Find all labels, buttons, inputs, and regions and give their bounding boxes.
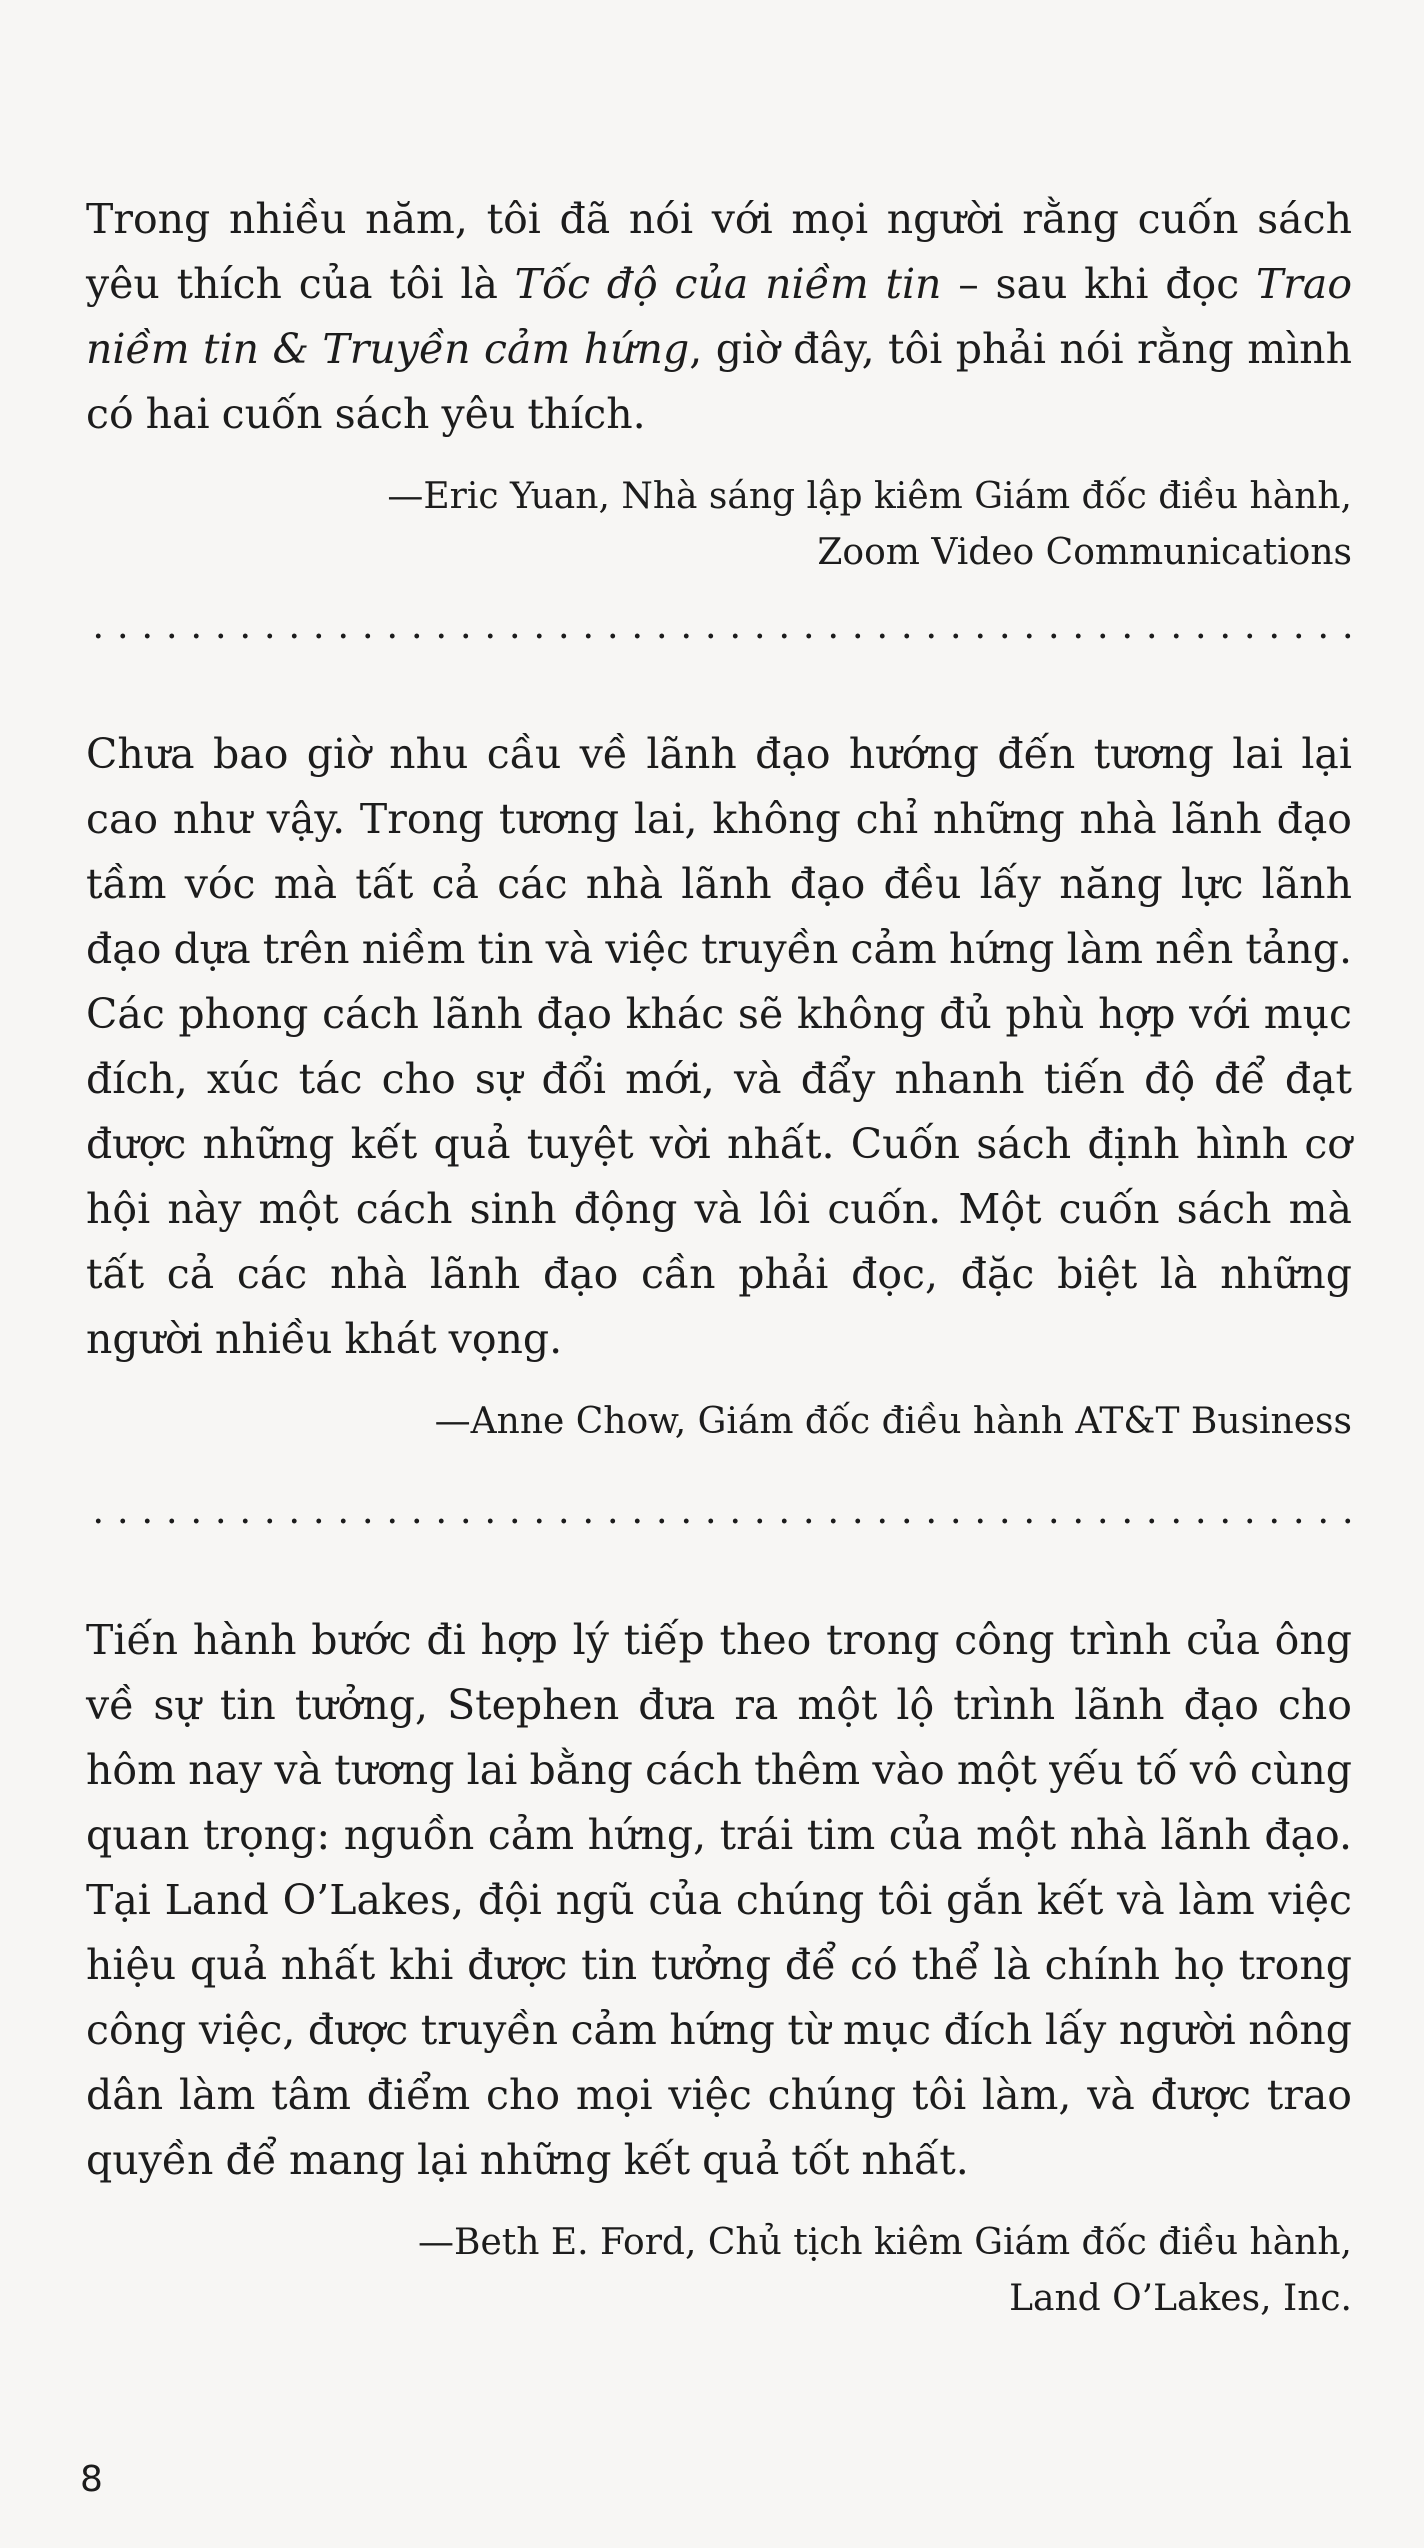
page-number: 8	[80, 2459, 103, 2500]
quote-text-part: Trong nhiều năm, tôi đã nói với mọi người rằng cuốn sách yêu thích của tôi là	[86, 195, 1352, 308]
quote-text-part: , giờ đây, tôi phải nói rằng mình có hai cuốn sách yêu thích.	[86, 325, 1352, 438]
attribution-line-1: —Eric Yuan, Nhà sáng lập kiêm Giám đốc điều hành,	[387, 476, 1352, 517]
attribution-line-1: —Anne Chow, Giám đốc điều hành AT&T Business	[434, 1401, 1352, 1442]
book-title-speed-of-trust: Tốc độ của niềm tin	[514, 260, 942, 308]
attribution-line-1: —Beth E. Ford, Chủ tịch kiêm Giám đốc điều hành,	[418, 2222, 1352, 2263]
attribution-line-2: Land O’Lakes, Inc.	[1009, 2278, 1352, 2319]
quote-text: Chưa bao giờ nhu cầu về lãnh đạo hướng đến tương lai lại cao như vậy. Trong tương lai, không chỉ những nhà lãnh đạo tầm vóc mà tất cả các nhà lãnh đạo đều lấy năng lực lãnh đạo dựa trên niềm tin và việc truyền cảm hứng làm nền tảng. Các phong cách lãnh đạo khác sẽ không đủ phù hợp với mục đích, xúc tác cho sự đổi mới, và đẩy nhanh tiến độ để đạt được những kết quả tuyệt vời nhất. Cuốn sách định hình cơ hội này một cách sinh động và lôi cuốn. Một cuốn sách mà tất cả các nhà lãnh đạo cần phải đọc, đặc biệt là những người nhiều khát vọng.	[86, 730, 1352, 1363]
quote-text: Tiến hành bước đi hợp lý tiếp theo trong công trình của ông về sự tin tưởng, Stephen đưa ra một lộ trình lãnh đạo cho hôm nay và tương lai bằng cách thêm vào một yếu tố vô cùng quan trọng: nguồn cảm hứng, trái tim của một nhà lãnh đạo. Tại Land O’Lakes, đội ngũ của chúng tôi gắn kết và làm việc hiệu quả nhất khi được tin tưởng để có thể là chính họ trong công việc, được truyền cảm hứng từ mục đích lấy người nông dân làm tâm điểm cho mọi việc chúng tôi làm, và được trao quyền để mang lại những kết quả tốt nhất.	[86, 1616, 1352, 2184]
quote-anne-chow	[86, 722, 1352, 1450]
dotted-divider	[86, 633, 1352, 639]
quote-beth-ford	[86, 1608, 1352, 2327]
attribution-line-2: Zoom Video Communications	[817, 532, 1352, 573]
dotted-divider	[86, 1518, 1352, 1524]
quote-text	[86, 187, 1352, 447]
book-title-trust-and-inspire: Trao niềm tin & Truyền cảm hứng	[86, 260, 1353, 373]
quote-eric-yuan	[86, 187, 1352, 581]
quote-text-part: – sau khi đọc	[941, 260, 1256, 308]
